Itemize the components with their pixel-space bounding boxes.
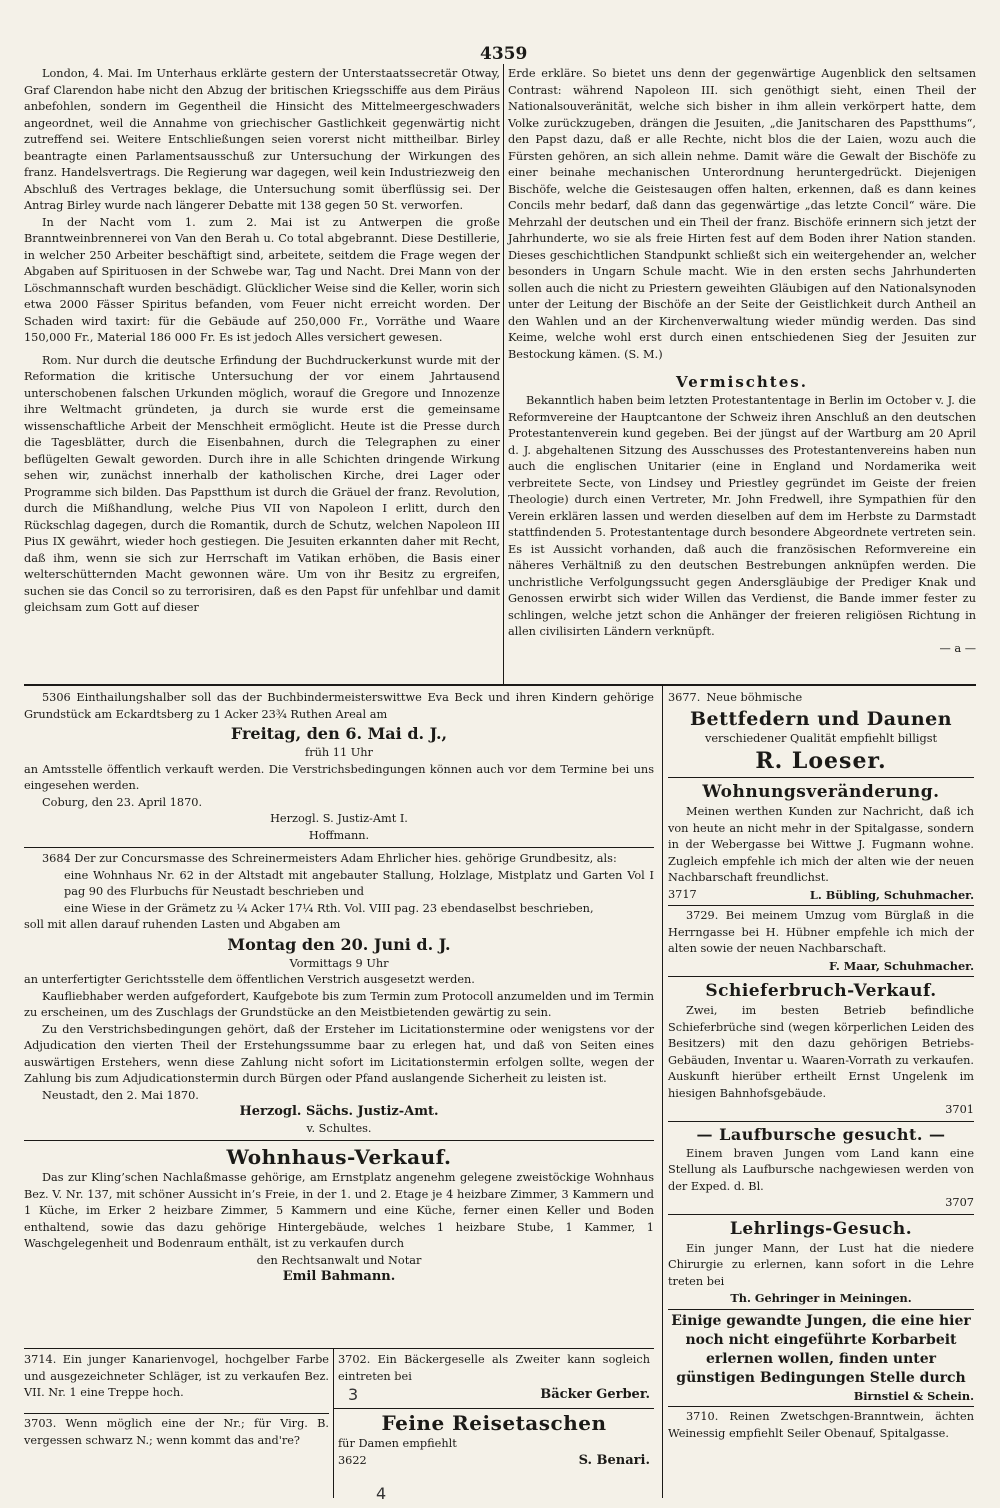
ad-einige-jungen: [668, 1312, 974, 1405]
ads-column-right: [668, 690, 974, 1442]
divider-small-3: [333, 1408, 654, 1409]
ad-3684-p2: Kaufliebhaber werden aufgefordert, Kaufgebote bis zum Termin zum Protocoll anzumelden und im Termin zu erscheinen, um des Zuschlags der Grundstücke an den Meistbietenden gewärtig zu sein.: [24, 989, 654, 1019]
ad-3702: [338, 1352, 650, 1406]
lehr-text: Ein junger Mann, der Lust hat die niedere Chirurgie zu erlernen, kann sofort in die Lehre treten bei: [668, 1241, 974, 1288]
divider: [668, 777, 974, 778]
ad-3714-text: 3714. Ein junger Kanarienvogel, hochgelber Farbe und ausgezeichneter Schläger, ist zu verkaufen Bez. VII. Nr. 1 eine Treppe hoch.: [24, 1353, 329, 1399]
ad-3677-name: R. Loeser.: [755, 748, 887, 774]
ad-3684-mid: soll mit allen darauf ruhenden Lasten und Abgaben am: [24, 918, 341, 931]
ad-5306-time: früh 11 Uhr: [305, 746, 373, 759]
lauf-text: Einem braven Jungen vom Land kann eine Stellung als Laufbursche nachgewiesen werden von der Exped. d. Bl.: [668, 1146, 974, 1193]
ad-3684-office: Herzogl. Sächs. Justiz-Amt.: [239, 1104, 439, 1119]
ad-3684-place: Neustadt, den 2. Mai 1870.: [42, 1088, 199, 1102]
ad-3702-text: 3702. Ein Bäckergeselle als Zweiter kann sogleich eintreten bei: [338, 1353, 650, 1383]
ad-3684-time: Vormittags 9 Uhr: [289, 956, 389, 970]
ad-5306: [24, 690, 654, 844]
ad-3702-name: Bäcker Gerber.: [540, 1387, 650, 1402]
rom-continuation: Erde erkläre. So bietet uns denn der gegenwärtige Augenblick den seltsamen Contrast: während Napoleon III. sich genöthigt sieht, einen Theil der Nationalsouveränität, welche sich bisher in ihm allein verkörpert hatte, dem Volke zurückzugeben, drängen die Jesuiten, „die Janitscharen des Papstthums“, den Papst dazu, daß er alle Rechte, nicht blos die der Laien, wozu auch die Fürsten gehören, an sich allein nehme. Damit wäre die Gewalt der Bischöfe zu einer beinahe mechanischen Unterordnung heruntergedrückt. Diejenigen Bischöfe, welche die Geistesaugen offen halten, erkennen, daß es dann keines Concils mehr bedarf, daß dann das gegenwärtige „das letzte Concil“ wäre. Die Mehrzahl der deutschen und ein Theil der franz. Bischöfe erinnern sich jetzt der Jahrhunderte, wo sie als freie Hirten fest auf dem Boden ihrer Nation standen. Dieses geschichtlichen Standpunkt schließt sich ein weitergehender an, welcher besonders in Ungarn Schule macht. Wie in den ersten sechs Jahrhunderten sollen auch die nicht zu Priestern geweihten Gläubigen auf den Nationalsynoden unter der Leitung der Bischöfe an der Seite der Geistlichkeit durch Antheil an den Wahlen und an der Kirchenverwaltung wieder mündig werden. Das sind Keime, welche wohl erst durch einen entschiedenen Sieg der Jesuiten zur Bestockung kämen. (S. M.): [508, 67, 976, 361]
ads-column-left: [24, 690, 654, 1286]
divider: [668, 1406, 974, 1407]
wohnhaus-by: den Rechtsanwalt und Notar: [256, 1253, 422, 1267]
ad-5306-place: Coburg, den 23. April 1870.: [42, 795, 203, 809]
ad-feine-reisetaschen: [338, 1410, 650, 1469]
ad-3710: [668, 1409, 974, 1442]
column-divider-top: [503, 64, 504, 684]
lauf-num: 3707: [945, 1196, 974, 1209]
woh-ver-text: Meinen werthen Kunden zur Nachricht, daß ich von heute an nicht mehr in der Spitalgasse, sondern in der Webergasse bei Wittwe J. Fugmann wohne. Zugleich empfehle ich mich der alten wie der neuen Nachbarschaft freundlichst.: [668, 805, 974, 884]
ad-3677-line2: verschiedener Qualität empfiehlt billigst: [704, 731, 938, 745]
divider: [668, 905, 974, 906]
divider: [24, 1140, 654, 1141]
wohnhaus-name: Emil Bahmann.: [282, 1269, 396, 1284]
london-report: London, 4. Mai. Im Unterhaus erklärte gestern der Unterstaatssecretär Otway, Graf Clarendon habe nicht den Abzug der britischen Kriegsschiffe aus dem Piräus anbefohlen, sondern im Gegentheil die Hinsicht des Mittelmeergeschwaders angeordnet, weil die Annahme von griechischer Gastlichkeit gegenwärtig nicht zutreffend sei. Weitere Entschließungen seien vorerst nicht mittheilbar. Birley beantragte einen Parlamentsausschuß zur Untersuchung der Wirkungen des franz. Handelsvertrags. Die Regierung war dagegen, weil kein Industriezweig den Abschluß des Vertrages beklage, die Untersuchung somit überflüssig sei. Der Antrag Birley wurde nach längerer Debatte mit 138 gegen 50 St. verworfen.: [24, 67, 500, 212]
feine-num: 3622: [338, 1453, 367, 1467]
ad-3729-name: F. Maar, Schuhmacher.: [829, 958, 974, 973]
column-divider-bottom: [662, 686, 663, 1498]
antwerpen-report: In der Nacht vom 1. zum 2. Mai ist zu Antwerpen die große Branntweinbrennerei von Van den Berah u. Co total abgebrannt. Diese Destillerie, in welcher 250 Arbeiter beschäftigt sind, arbeitete, seitdem die Frage wegen der Abgaben auf Spirituosen in der Schwebe war, Tag und Nacht. Drei Mann von der Löschmannschaft wurden beschädigt. Glücklicher Weise sind die Keller, worin sich etwa 2000 Fässer Spiritus befanden, vom Feuer nicht erreicht worden. Der Schaden wird taxirt: für die Gebäude auf 250,000 Fr., Vorräthe und Waare 150,000 Fr., Material 186 000 Fr. Es ist jedoch Alles versichert gewesen.: [24, 215, 500, 344]
divider: [668, 1121, 974, 1122]
vermischtes-text: Bekanntlich haben beim letzten Protestantentage in Berlin im October v. J. die Reformvereine der Hauptcantone der Schweiz ihren Anschluß an den deutschen Protestantenverein kund gegeben. Bei der jüngst auf der Wartburg am 20 April d. J. abgehaltenen Sitzung des Ausschusses des Protestantenvereins haben nun auch die englischen Unitarier (eine in England und Nordamerika weit verbreitete Secte, von Lindsey und Priestley gegründet im Geiste der freien Theologie) durch einen Vertreter, Mr. John Fredwell, ihre Sympathien für den Verein erklären lassen und werden dieselben auf dem im Herbste zu Darmstadt stattfindenden 5. Protestantentage durch besondere Abgeordnete vertreten sein. Es ist Aussicht vorhanden, daß auch die französischen Reformvereine ein näheres Verhältniß zu den deutschen Bestrebungen anknüpfen werden. Die unchristliche Verfolgungssucht gegen Andersgläubige der Prediger Knak und Genossen erwirbt sich wider Willen das Verdienst, die Bande immer fester zu schlingen, welche jetzt schon die Anhänger der freieren religiösen Richtung in allen civilisirten Ländern verknüpft.: [508, 394, 976, 638]
ad-laufbursche: [668, 1124, 974, 1212]
ad-3684-intro: 3684 Der zur Concursmasse des Schreinermeisters Adam Ehrlicher hies. gehörige Grundbesitz, als:: [42, 852, 617, 865]
ad-3729-text: 3729. Bei meinem Umzug vom Bürglaß in die Herrngasse bei H. Hübner empfehle ich mich der alten sowie der neuen Nachbarschaft.: [668, 909, 974, 955]
ad-5306-text: an Amtsstelle öffentlich verkauft werden. Die Verstrichsbedingungen können auch vor dem Termine bei uns eingesehen werden.: [24, 762, 654, 792]
divider-small-ads: [24, 1348, 654, 1349]
ad-3684-p3: Zu den Verstrichsbedingungen gehört, daß der Ersteher im Licitationstermine oder wenigstens vor der Adjudication den vierten Theil der Erstehungssumme baar zu erlegen hat, und daß von Seiten eines auswärtigen Erstehers, wenn diese Zahlung nicht sofort im Licitationstermin erfolgen sollte, wegen der Zahlung bis zum Adjudicationstermin durch Bürgen oder Pfand auslangende Sicherheit zu leisten ist.: [24, 1022, 654, 1085]
ad-3684-p1: an unterfertigter Gerichtsstelle dem öffentlichen Verstrich ausgesetzt werden.: [24, 973, 475, 986]
ad-3703-text: 3703. Wenn möglich eine der Nr.; für Virg. B. vergessen schwarz N.; wenn kommt das and're?: [24, 1417, 329, 1447]
vermischtes-sign: — a —: [939, 641, 976, 655]
ad-3677: [668, 690, 974, 775]
ad-wohnhaus: [24, 1144, 654, 1286]
lehr-name: Th. Gehringer in Meiningen.: [730, 1291, 912, 1305]
news-column-right: [508, 66, 976, 657]
ad-3684-item2: eine Wiese in der Grämetz zu ¼ Acker 17¼ Rth. Vol. VIII pag. 23 ebendaselbst beschrieben,: [64, 901, 594, 915]
ad-3677-line1: Neue böhmische: [706, 691, 803, 704]
feine-text: für Damen empfiehlt: [338, 1437, 457, 1450]
lehr-title: Lehrlings-Gesuch.: [729, 1218, 913, 1239]
ad-lehrlingsgesuch: [668, 1217, 974, 1307]
feine-name: S. Benari.: [578, 1452, 650, 1468]
ad-3684-signer: v. Schultes.: [306, 1121, 372, 1135]
ad-3677-title: Bettfedern und Daunen: [689, 707, 953, 730]
ad-3684-item1: eine Wohnhaus Nr. 62 in der Altstadt mit angebauter Stallung, Holzlage, Mistplatz und Garten Vol I pag 90 des Flurbuchs für Neustadt beschrieben und: [64, 868, 654, 898]
ad-5306-signer: Hoffmann.: [308, 828, 370, 842]
page-number: 4359: [480, 44, 528, 64]
ad-5306-intro: 5306 Einthailungshalber soll das der Buchbindermeisterswittwe Eva Beck und ihren Kindern gehörige Grundstück am Eckardtsberg zu 1 Acker 23¾ Ruthen Areal am: [24, 691, 654, 721]
einige-text: Einige gewandte Jungen, die eine hier noch nicht eingeführte Korbarbeit erlernen wollen, finden unter günstigen Bedingungen Stelle durch: [671, 1312, 971, 1386]
divider: [668, 1309, 974, 1310]
ad-3729: [668, 908, 974, 974]
divider-small-2: [24, 1413, 329, 1414]
schiefer-text: Zwei, im besten Betrieb befindliche Schieferbrüche sind (wegen körperlichen Leiden des Besitzers) mit den dazu gehörigen Betriebs-Gebäuden, Inventar u. Waaren-Vorrath zu verkaufen. Auskunft hierüber ertheilt Ernst Ungelenk im hiesigen Bahnhofsgebäude.: [668, 1004, 974, 1100]
woh-ver-name: L. Bübling, Schuhmacher.: [809, 887, 974, 902]
feine-title: Feine Reisetaschen: [381, 1411, 607, 1435]
vermischtes-title: Vermischtes.: [676, 373, 808, 391]
divider-v-small: [333, 1348, 334, 1498]
schiefer-title: Schieferbruch-Verkauf.: [705, 981, 937, 1001]
divider: [24, 847, 654, 848]
news-column-left: [24, 66, 500, 617]
ad-3710-text: 3710. Reinen Zwetschgen-Branntwein, ächten Weinessig empfiehlt Seiler Obenauf, Spitalgasse.: [668, 1410, 974, 1440]
ad-3684-date: Montag den 20. Juni d. J.: [227, 934, 451, 954]
ad-3684: [24, 851, 654, 1137]
ad-3714: [24, 1352, 329, 1402]
lauf-title: — Laufbursche gesucht. —: [696, 1124, 946, 1144]
ad-5306-date: Freitag, den 6. Mai d. J.,: [230, 724, 448, 743]
divider: [668, 1214, 974, 1215]
einige-name: Birnstiel & Schein.: [853, 1388, 974, 1403]
ad-5306-office: Herzogl. S. Justiz-Amt I.: [270, 812, 408, 825]
schiefer-num: 3701: [945, 1103, 974, 1116]
section-divider: [24, 684, 976, 686]
ad-3703: [24, 1416, 329, 1449]
wohnhaus-title: Wohnhaus-Verkauf.: [226, 1145, 452, 1169]
woh-ver-num: 3717: [668, 887, 697, 901]
ad-wohnungsveraenderung: [668, 780, 974, 903]
handwritten-mark: 3: [348, 1385, 359, 1404]
woh-ver-title: Wohnungsveränderung.: [702, 782, 940, 802]
ad-3677-num: 3677.: [668, 691, 701, 704]
ad-schieferbruch: [668, 979, 974, 1119]
wohnhaus-text: Das zur Kling’schen Nachlaßmasse gehörige, am Ernstplatz angenehm gelegene zweistöckige Wohnhaus Bez. V. Nr. 137, mit schöner Aussicht in’s Freie, in der 1. und 2. Etage je 4 heizbare Zimmer, 3 Kammern und 1 Küche, im Erker 2 heizbare Zimmer, 5 Kammern und eine Küche, ferner einen Keller und Boden enthaltend, sowie das dazu gehörige Hintergebäude, welches 1 heizbare Stube, 1 Kammer, 1 Waschgelegenheit und Bodenraum enthält, ist zu verkaufen durch: [24, 1171, 654, 1250]
divider: [668, 976, 974, 977]
bottom-handwritten-mark: 4: [376, 1484, 387, 1503]
rom-report: Rom. Nur durch die deutsche Erfindung der Buchdruckerkunst wurde mit der Reformation die kritische Untersuchung der vor einem Jahrtausend unterschobenen falschen Urkunden möglich, worauf die Gregore und Innozenze ihre Weltmacht gründeten, ja durch sie wurde erst die gemeinsame wissenschaftliche Arbeit der Menschheit ermöglicht. Heute ist die Presse durch die Tagesblätter, durch die Eisenbahnen, durch die Telegraphen zu einer beflügelten Gewalt geworden. Durch ihre in alle Schichten dringende Wirkung sehen wir, zunächst innerhalb der katholischen Kirche, drei Lager oder Programme sich bilden. Das Papstthum ist durch die Gräuel der franz. Revolution, durch die Mißhandlung, welche Pius VII von Napoleon I erlitt, durch den Rückschlag dagegen, durch die Romantik, durch de Schutz, welchen Napoleon III Pius IX gewährt, wieder hoch gestiegen. Die Jesuiten erkannten daher mit Recht, daß ihm, wenn sie sich zur Herrschaft im Vatikan erhöben, die Basis einer welterschütternden Macht gewonnen wäre. Um von ihr Besitz zu ergreifen, suchen sie das Concil so zu terrorisiren, daß es den Papst für unfehlbar und damit gleichsam zum Gott auf dieser: [24, 353, 500, 614]
